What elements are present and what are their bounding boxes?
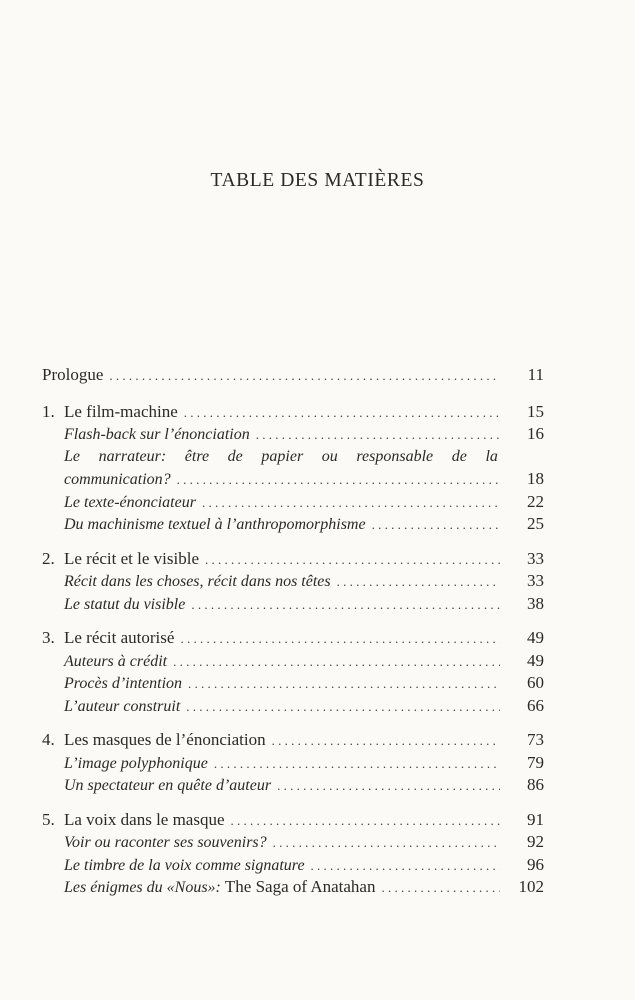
dot-leader [173, 651, 500, 674]
toc-page-number: 91 [527, 809, 544, 829]
dot-leader [186, 696, 500, 719]
dot-leader [184, 402, 500, 425]
toc-page-number: 22 [527, 491, 544, 511]
toc-page-number: 73 [527, 730, 544, 749]
section-title: Le texte-énonciateur [64, 493, 196, 511]
chapter-number: 5. [42, 809, 55, 829]
toc-section [42, 695, 544, 718]
toc-section [42, 423, 544, 446]
section-title: Le timbre de la voix comme signature [64, 856, 305, 874]
toc-page-number: 60 [527, 673, 544, 692]
section-title: L’image polyphonique [64, 754, 208, 772]
chapter-number: 3. [42, 628, 55, 647]
toc-page-number: 96 [527, 854, 544, 874]
section-title: Un spectateur en quête d’auteur [64, 777, 272, 794]
chapter-title: Le récit autorisé [64, 628, 175, 647]
section-title: L’auteur construit [64, 697, 181, 715]
toc-page-number: 66 [527, 695, 544, 715]
chapter-number: 4. [42, 730, 55, 749]
toc-chapter-4 [42, 729, 544, 752]
section-title: Procès d’intention [64, 675, 183, 692]
toc-entry-label: Prologue [42, 365, 104, 384]
toc-entry-prologue [42, 364, 544, 387]
toc-section [42, 774, 544, 797]
toc-section [42, 876, 544, 899]
section-title: Le statut du visible [64, 595, 186, 613]
dot-leader [191, 594, 500, 617]
dot-leader [177, 469, 500, 492]
toc-section [42, 468, 544, 491]
dot-leader [277, 775, 500, 798]
dot-leader [109, 365, 500, 388]
toc-section [42, 491, 544, 514]
chapter-title: La voix dans le masque [64, 809, 225, 829]
toc-chapter-2 [42, 548, 544, 571]
dot-leader [256, 424, 500, 447]
toc-section [42, 752, 544, 775]
chapter-number: 1. [42, 401, 55, 421]
dot-leader [372, 514, 500, 537]
toc-section [42, 854, 544, 877]
dot-leader [188, 673, 500, 696]
toc-section [42, 831, 544, 854]
dot-leader [231, 810, 500, 833]
toc-page-number: 49 [527, 650, 544, 670]
section-title: Les énigmes du «Nous»: The Saga of Anatahan [64, 877, 376, 896]
section-title: Auteurs à crédit [64, 652, 168, 670]
toc-page-number: 33 [527, 571, 544, 590]
toc-page-number: 86 [527, 775, 544, 794]
chapter-number: 2. [42, 548, 55, 568]
toc-chapter-5 [42, 809, 544, 832]
toc-section [42, 650, 544, 673]
toc-page-number: 49 [527, 628, 544, 647]
section-title: Du machinisme textuel à l’anthropomorphisme [64, 516, 366, 533]
toc-page-number: 33 [527, 548, 544, 568]
section-title-line-1: Le narrateur: être de papier ou responsable de la [64, 447, 498, 465]
toc-section [42, 513, 544, 536]
dot-leader [205, 549, 500, 572]
table-of-contents [42, 364, 544, 899]
dot-leader [214, 753, 500, 776]
dot-leader [202, 492, 500, 515]
toc-page-number: 18 [527, 469, 544, 488]
toc-page-number: 92 [527, 832, 544, 851]
section-title-line-2: communication? [64, 471, 171, 488]
toc-page-number: 25 [527, 514, 544, 533]
toc-page-number: 102 [518, 877, 544, 896]
chapter-title: Les masques de l’énonciation [64, 730, 266, 749]
dot-leader [381, 877, 500, 900]
chapter-title: Le film-machine [64, 401, 178, 421]
toc-chapter-3 [42, 627, 544, 650]
page-title: TABLE DES MATIÈRES [210, 170, 425, 191]
dot-leader [180, 628, 500, 651]
toc-page-number: 79 [527, 752, 544, 772]
toc-page-number: 11 [527, 365, 544, 384]
dot-leader [273, 832, 500, 855]
toc-chapter-1 [42, 401, 544, 424]
section-title: Flash-back sur l’énonciation [64, 426, 250, 443]
toc-section [42, 672, 544, 695]
toc-page-number: 15 [527, 401, 544, 421]
dot-leader [337, 571, 500, 594]
toc-page-number: 38 [527, 593, 544, 613]
toc-section [42, 593, 544, 616]
dot-leader [311, 855, 500, 878]
chapter-title: Le récit et le visible [64, 548, 199, 568]
toc-page-number: 16 [527, 424, 544, 443]
section-title: Récit dans les choses, récit dans nos têtes [64, 573, 331, 590]
dot-leader [272, 730, 500, 753]
toc-section [42, 570, 544, 593]
section-title: Voir ou raconter ses souvenirs? [64, 834, 267, 851]
